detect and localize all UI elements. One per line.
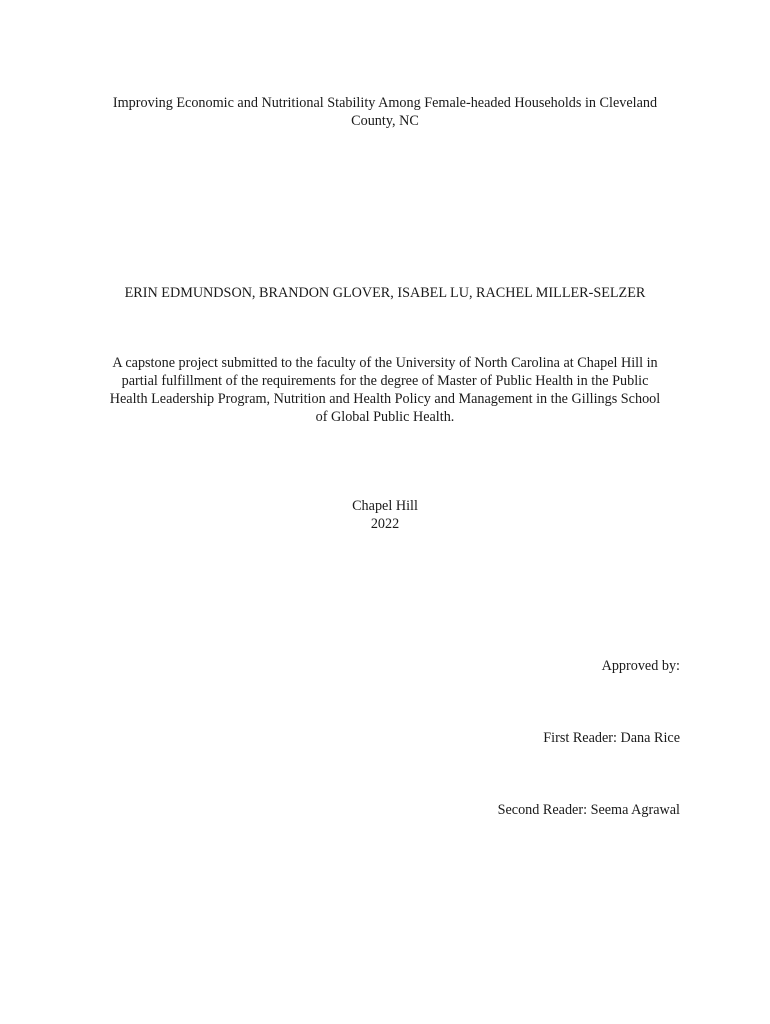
statement-line-3: Health Leadership Program, Nutrition and Health Policy and Management in the Gillings School	[109, 391, 661, 407]
second-reader-text: Second Reader: Seema Agrawal	[497, 802, 680, 818]
statement-line-4: of Global Public Health.	[315, 409, 455, 425]
statement-line-1: A capstone project submitted to the faculty of the University of North Carolina at Chapel Hill in	[112, 355, 658, 371]
submission-statement	[88, 354, 682, 426]
second-reader	[88, 801, 680, 819]
year-text: 2022	[370, 516, 400, 532]
authors-text: ERIN EDMUNDSON, BRANDON GLOVER, ISABEL LU, RACHEL MILLER-SELZER	[124, 285, 646, 301]
author-list	[88, 284, 682, 302]
document-title	[88, 94, 682, 130]
title-line-1: Improving Economic and Nutritional Stability Among Female-headed Households in Cleveland	[112, 95, 658, 111]
first-reader-text: First Reader: Dana Rice	[543, 730, 680, 746]
place-and-year	[88, 497, 682, 533]
approved-text: Approved by:	[601, 658, 680, 674]
title-line-2: County, NC	[351, 113, 419, 129]
place-text: Chapel Hill	[352, 498, 418, 514]
first-reader	[88, 729, 680, 747]
statement-line-2: partial fulfillment of the requirements for the degree of Master of Public Health in the Public	[121, 373, 649, 389]
approved-by-label	[88, 657, 680, 675]
